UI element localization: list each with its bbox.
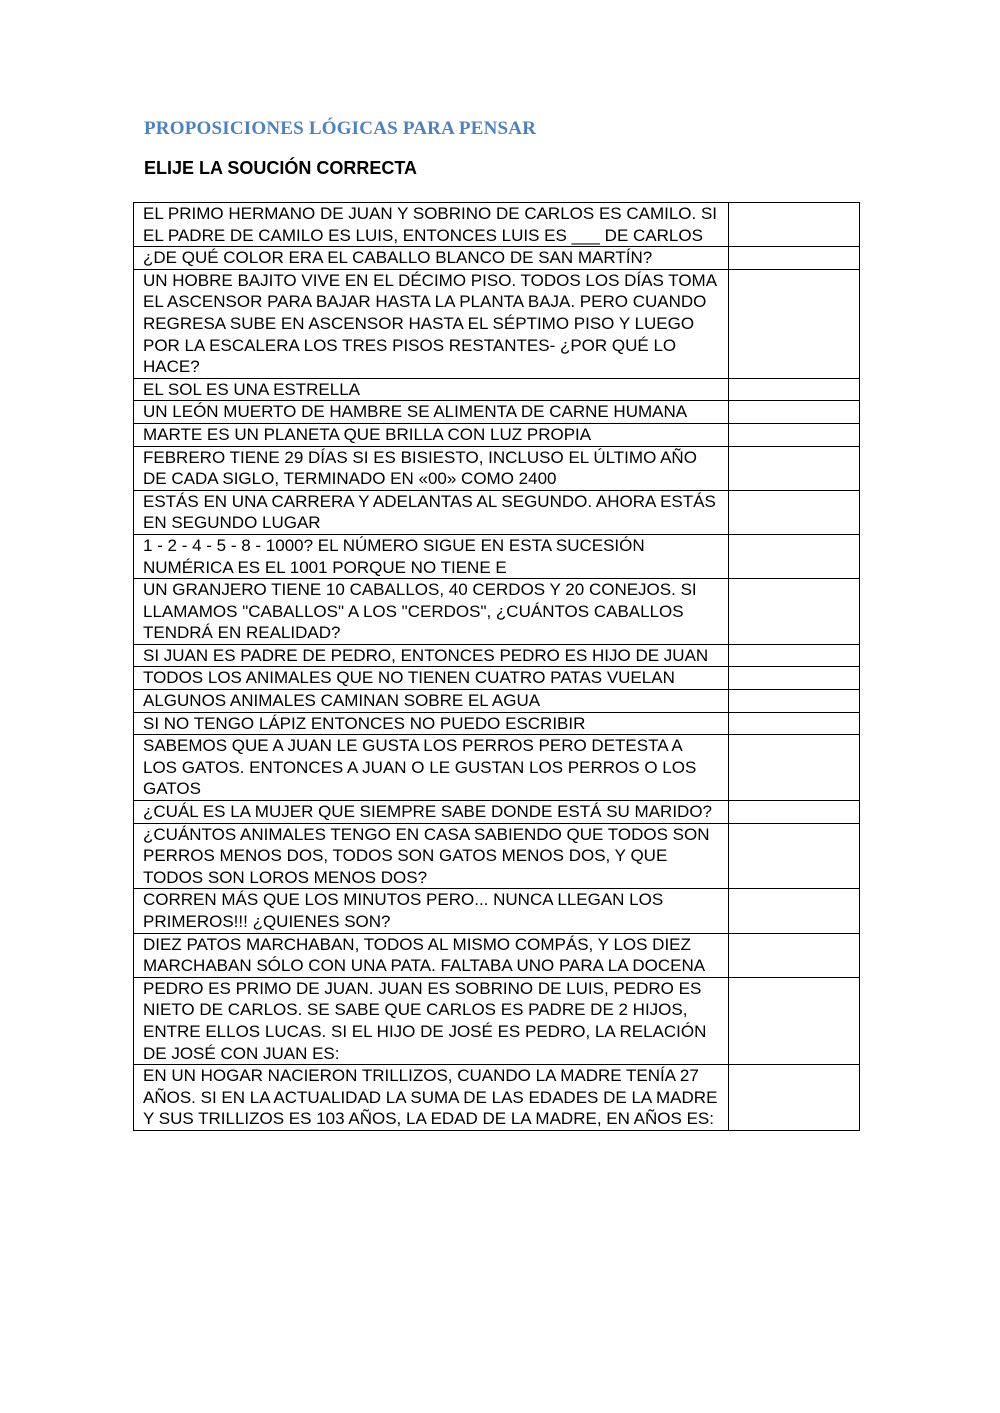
question-table <box>133 202 860 1131</box>
question-text: EL PRIMO HERMANO DE JUAN Y SOBRINO DE CARLOS ES CAMILO. SI EL PADRE DE CAMILO ES LUIS, ENTONCES LUIS ES ___ DE CARLOS <box>134 203 729 247</box>
question-row <box>134 712 860 735</box>
question-text: UN GRANJERO TIENE 10 CABALLOS, 40 CERDOS Y 20 CONEJOS. SI LLAMAMOS "CABALLOS" A LOS "CERDOS", ¿CUÁNTOS CABALLOS TENDRÁ EN REALIDAD? <box>134 579 729 645</box>
question-row <box>134 801 860 824</box>
question-row <box>134 667 860 690</box>
answer-cell[interactable] <box>728 378 859 401</box>
answer-cell[interactable] <box>728 690 859 713</box>
answer-cell[interactable] <box>728 735 859 801</box>
question-text: 1 - 2 - 4 - 5 - 8 - 1000? EL NÚMERO SIGUE EN ESTA SUCESIÓN NUMÉRICA ES EL 1001 PORQUE NO TIENE E <box>134 534 729 578</box>
question-text: SABEMOS QUE A JUAN LE GUSTA LOS PERROS PERO DETESTA A LOS GATOS. ENTONCES A JUAN O LE GUSTAN LOS PERROS O LOS GATOS <box>134 735 729 801</box>
question-table-body <box>134 203 860 1131</box>
answer-cell[interactable] <box>728 446 859 490</box>
question-text: SI JUAN ES PADRE DE PEDRO, ENTONCES PEDRO ES HIJO DE JUAN <box>134 644 729 667</box>
answer-cell[interactable] <box>728 644 859 667</box>
page-title: PROPOSICIONES LÓGICAS PARA PENSAR <box>144 118 537 139</box>
question-row <box>134 823 860 889</box>
instructions-subtitle: ELIJE LA SOUCIÓN CORRECTA <box>144 158 418 178</box>
question-row <box>134 579 860 645</box>
answer-cell[interactable] <box>728 712 859 735</box>
question-text: EN UN HOGAR NACIERON TRILLIZOS, CUANDO LA MADRE TENÍA 27 AÑOS. SI EN LA ACTUALIDAD LA SUMA DE LAS EDADES DE LA MADRE Y SUS TRILLIZOS ES 103 AÑOS, LA EDAD DE LA MADRE, EN AÑOS ES: <box>134 1065 729 1131</box>
question-text: DIEZ PATOS MARCHABAN, TODOS AL MISMO COMPÁS, Y LOS DIEZ MARCHABAN SÓLO CON UNA PATA. FALTABA UNO PARA LA DOCENA <box>134 933 729 977</box>
question-text: CORREN MÁS QUE LOS MINUTOS PERO... NUNCA LLEGAN LOS PRIMEROS!!! ¿QUIENES SON? <box>134 889 729 933</box>
question-text: TODOS LOS ANIMALES QUE NO TIENEN CUATRO PATAS VUELAN <box>134 667 729 690</box>
question-text: SI NO TENGO LÁPIZ ENTONCES NO PUEDO ESCRIBIR <box>134 712 729 735</box>
answer-cell[interactable] <box>728 534 859 578</box>
answer-cell[interactable] <box>728 247 859 270</box>
question-row <box>134 1065 860 1131</box>
question-text: EL SOL ES UNA ESTRELLA <box>134 378 729 401</box>
question-row <box>134 247 860 270</box>
question-row <box>134 889 860 933</box>
question-row <box>134 534 860 578</box>
answer-cell[interactable] <box>728 667 859 690</box>
question-row <box>134 423 860 446</box>
question-text: UN HOBRE BAJITO VIVE EN EL DÉCIMO PISO. TODOS LOS DÍAS TOMA EL ASCENSOR PARA BAJAR HASTA LA PLANTA BAJA. PERO CUANDO REGRESA SUBE EN ASCENSOR HASTA EL SÉPTIMO PISO Y LUEGO POR LA ESCALERA LOS TRES PISOS RESTANTES- ¿POR QUÉ LO HACE? <box>134 269 729 378</box>
question-row <box>134 933 860 977</box>
question-row <box>134 446 860 490</box>
answer-cell[interactable] <box>728 269 859 378</box>
question-row <box>134 644 860 667</box>
question-text: FEBRERO TIENE 29 DÍAS SI ES BISIESTO, INCLUSO EL ÚLTIMO AÑO DE CADA SIGLO, TERMINADO EN «00» COMO 2400 <box>134 446 729 490</box>
question-row <box>134 378 860 401</box>
answer-cell[interactable] <box>728 801 859 824</box>
question-row <box>134 690 860 713</box>
answer-cell[interactable] <box>728 579 859 645</box>
question-text: ¿CUÁL ES LA MUJER QUE SIEMPRE SABE DONDE ESTÁ SU MARIDO? <box>134 801 729 824</box>
question-text: UN LEÓN MUERTO DE HAMBRE SE ALIMENTA DE CARNE HUMANA <box>134 401 729 424</box>
question-text: MARTE ES UN PLANETA QUE BRILLA CON LUZ PROPIA <box>134 423 729 446</box>
answer-cell[interactable] <box>728 423 859 446</box>
question-row <box>134 203 860 247</box>
answer-cell[interactable] <box>728 889 859 933</box>
answer-cell[interactable] <box>728 823 859 889</box>
question-row <box>134 490 860 534</box>
answer-cell[interactable] <box>728 203 859 247</box>
answer-cell[interactable] <box>728 933 859 977</box>
question-row <box>134 735 860 801</box>
answer-cell[interactable] <box>728 401 859 424</box>
question-text: ALGUNOS ANIMALES CAMINAN SOBRE EL AGUA <box>134 690 729 713</box>
question-row <box>134 269 860 378</box>
question-text: ¿DE QUÉ COLOR ERA EL CABALLO BLANCO DE SAN MARTÍN? <box>134 247 729 270</box>
answer-cell[interactable] <box>728 490 859 534</box>
question-text: ¿CUÁNTOS ANIMALES TENGO EN CASA SABIENDO QUE TODOS SON PERROS MENOS DOS, TODOS SON GATOS MENOS DOS, Y QUE TODOS SON LOROS MENOS DOS? <box>134 823 729 889</box>
answer-cell[interactable] <box>728 1065 859 1131</box>
question-row <box>134 401 860 424</box>
answer-cell[interactable] <box>728 977 859 1064</box>
question-row <box>134 977 860 1064</box>
question-text: PEDRO ES PRIMO DE JUAN. JUAN ES SOBRINO DE LUIS, PEDRO ES NIETO DE CARLOS. SE SABE QUE CARLOS ES PADRE DE 2 HIJOS, ENTRE ELLOS LUCAS. SI EL HIJO DE JOSÉ ES PEDRO, LA RELACIÓN DE JOSÉ CON JUAN ES: <box>134 977 729 1064</box>
question-text: ESTÁS EN UNA CARRERA Y ADELANTAS AL SEGUNDO. AHORA ESTÁS EN SEGUNDO LUGAR <box>134 490 729 534</box>
